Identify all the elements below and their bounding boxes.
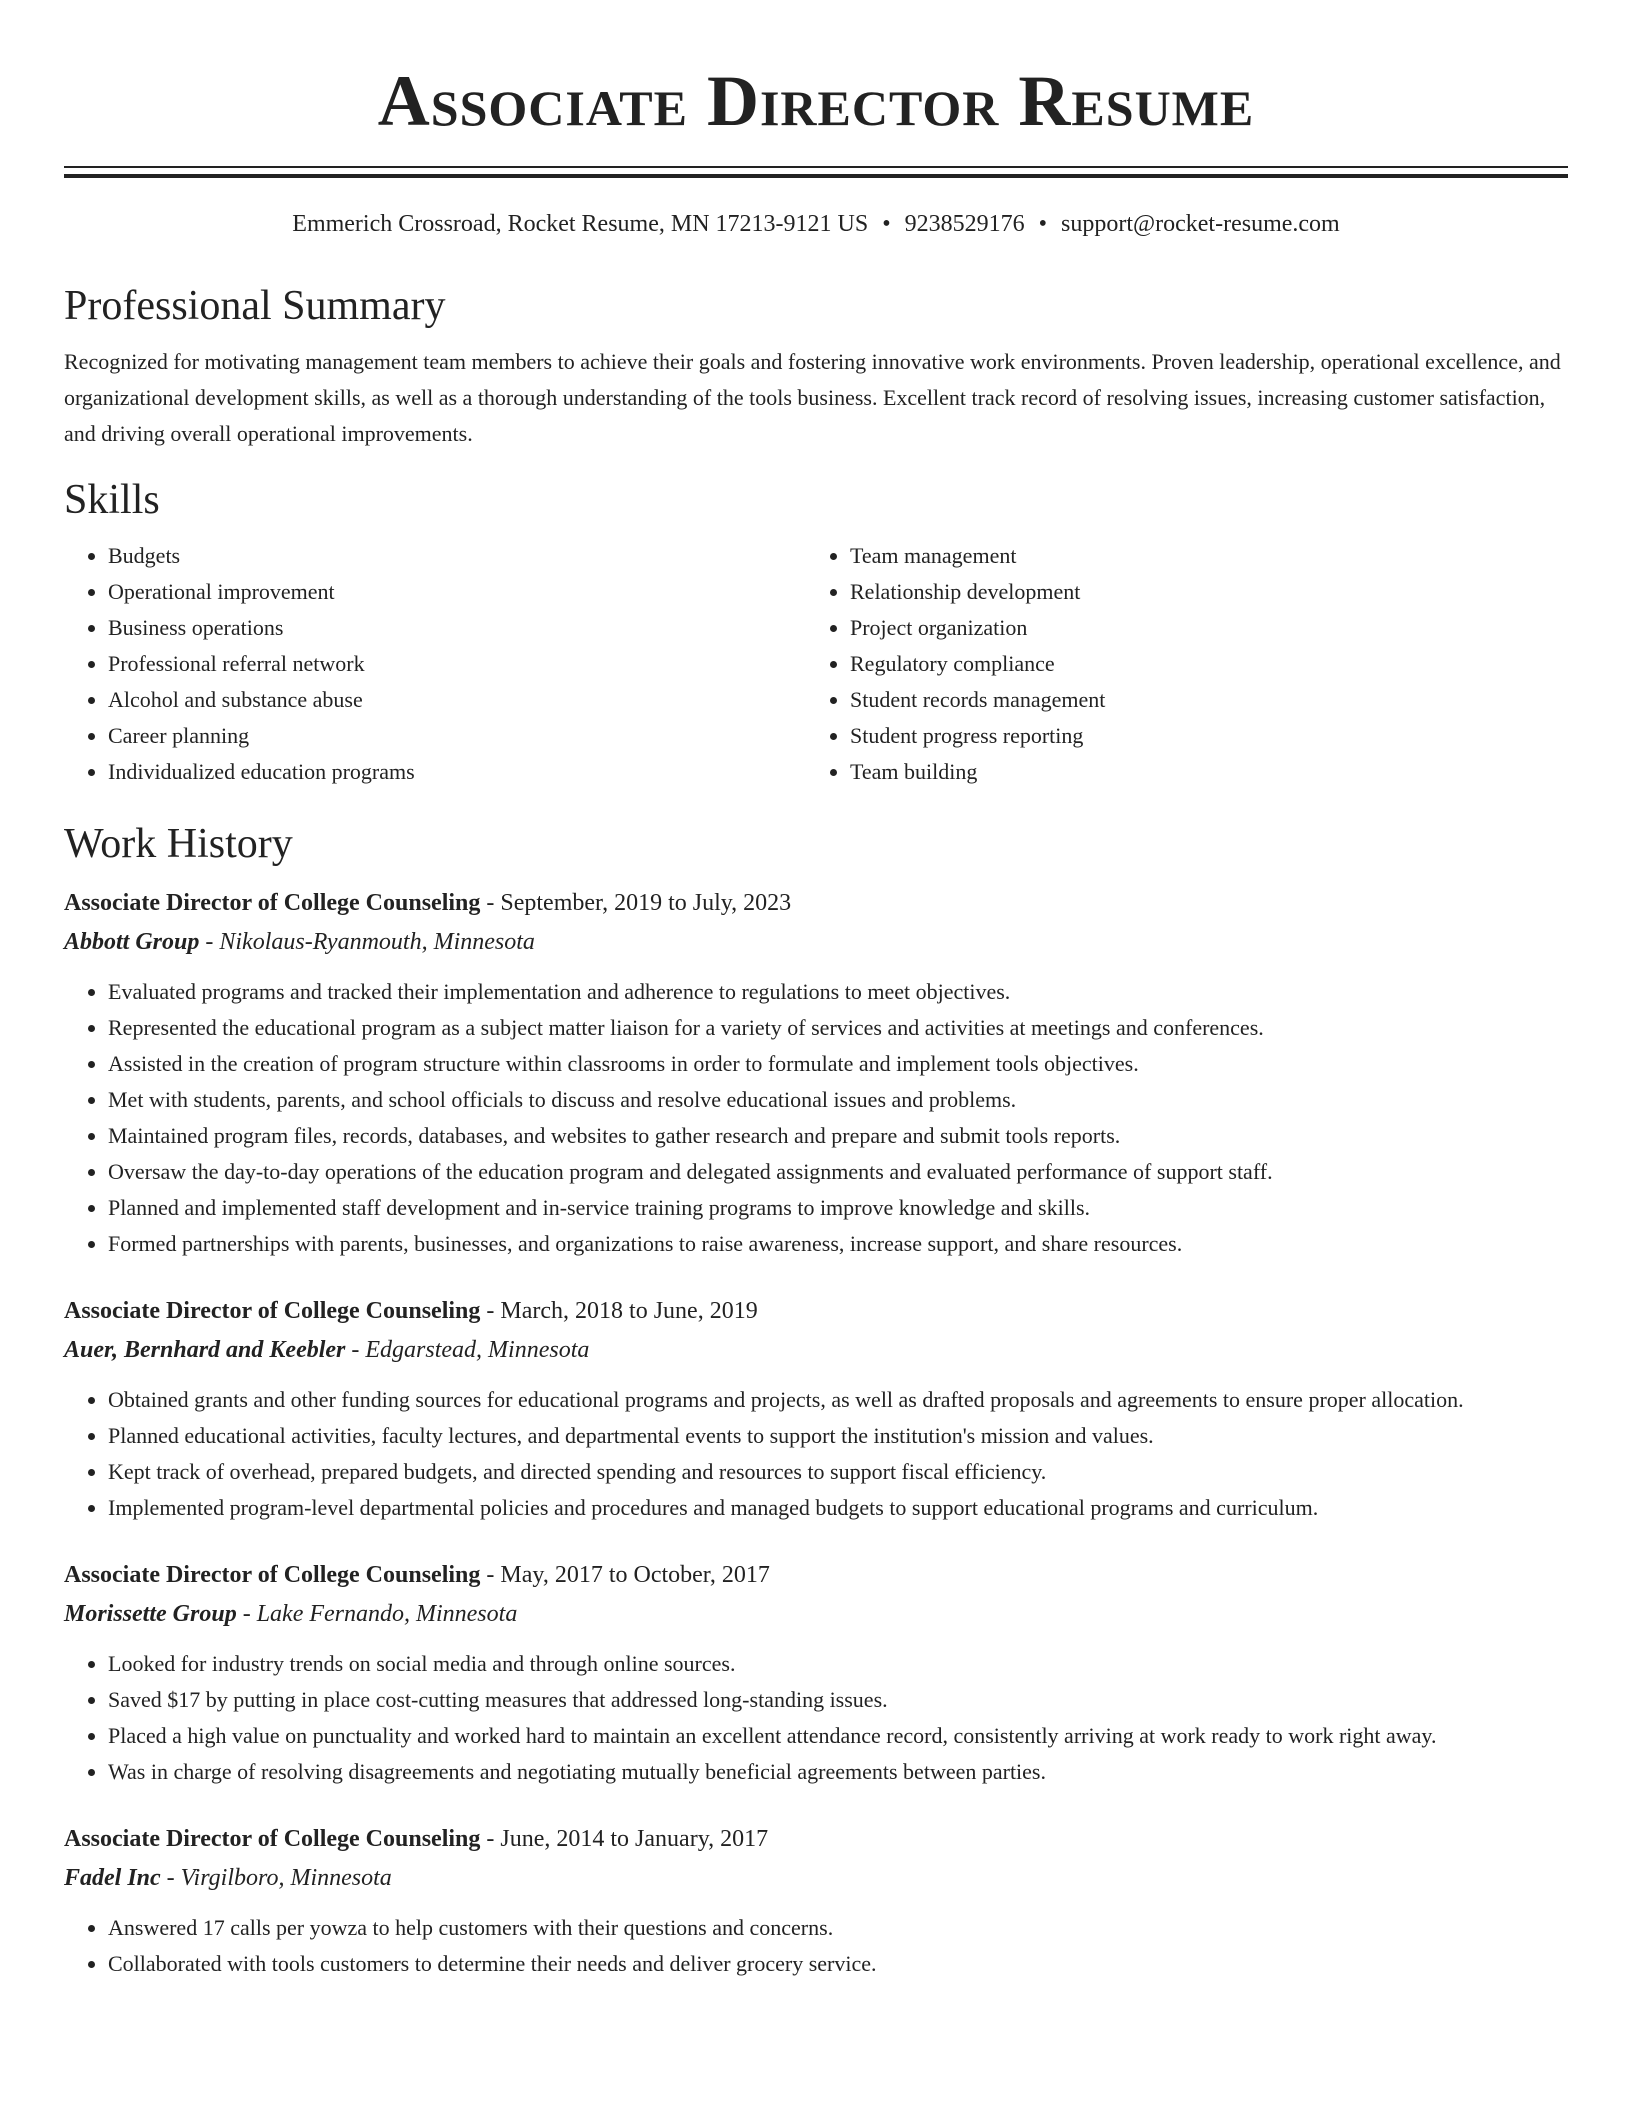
dash-separator: - [160,1865,181,1891]
skill-item: • Operational improvement [108,574,806,610]
dash-separator: - [480,890,501,916]
job-title-line [64,1820,1568,1858]
contact-line [64,208,1568,240]
work-history-heading: Work History [64,821,293,867]
summary-heading: Professional Summary [64,283,446,329]
company-name: Fadel Inc [64,1865,161,1891]
job-bullets [64,974,1568,1262]
skills-heading: Skills [64,477,160,523]
contact-email: support@rocket-resume.com [1061,211,1340,237]
company-location: Nikolaus-Ryanmouth, Minnesota [219,929,535,955]
job-bullet: • Formed partnerships with parents, businesses, and organizations to raise awareness, increase support, and share resources. [108,1226,1568,1262]
skill-item: • Project organization [850,610,1548,646]
job-bullet: • Placed a high value on punctuality and worked hard to maintain an excellent attendance record, consistently arriving at work ready to work right away. [108,1718,1568,1754]
skill-item: • Student progress reporting [850,718,1548,754]
dash-separator: - [480,1826,501,1852]
job-bullet: • Planned educational activities, faculty lectures, and departmental events to support the institution's mission and values. [108,1418,1568,1454]
skill-item: • Career planning [108,718,806,754]
job-bullet: • Kept track of overhead, prepared budgets, and directed spending and resources to support fiscal efficiency. [108,1454,1568,1490]
company-location: Lake Fernando, Minnesota [256,1601,518,1627]
job-bullet: • Implemented program-level departmental policies and procedures and managed budgets to support educational programs and curriculum. [108,1490,1568,1526]
contact-address: Emmerich Crossroad, Rocket Resume, MN 17213-9121 US [292,211,869,237]
job-bullet: • Oversaw the day-to-day operations of the education program and delegated assignments and evaluated performance of support staff. [108,1154,1568,1190]
job-title-line [64,1292,1568,1330]
skill-item: • Individualized education programs [108,754,806,790]
company-name: Abbott Group [64,929,200,955]
company-line [64,922,1568,962]
company-line [64,1594,1568,1634]
skill-item: • Regulatory compliance [850,646,1548,682]
job-bullet: • Answered 17 calls per yowza to help customers with their questions and concerns. [108,1910,1568,1946]
job-bullet: • Maintained program files, records, databases, and websites to gather research and prepare and submit tools reports. [108,1118,1568,1154]
title-divider-thick [64,174,1568,178]
skill-item: • Alcohol and substance abuse [108,682,806,718]
skill-item: • Team management [850,538,1548,574]
company-location: Edgarstead, Minnesota [365,1337,590,1363]
skill-item: • Professional referral network [108,646,806,682]
job-title-line [64,884,1568,922]
contact-phone: 9238529176 [904,211,1025,237]
job-dates: September, 2019 to July, 2023 [500,890,792,916]
dash-separator: - [480,1298,501,1324]
title-divider-thin [64,166,1568,168]
skill-item: • Budgets [108,538,806,574]
contact-separator: • [882,211,891,237]
resume-title: Associate Director Resume [377,61,1255,141]
skills-column-right [806,538,1548,790]
job-entry [64,884,1568,1262]
job-bullets [64,1382,1568,1526]
job-bullet: • Planned and implemented staff development and in-service training programs to improve knowledge and skills. [108,1190,1568,1226]
job-bullet: • Met with students, parents, and school officials to discuss and resolve educational issues and problems. [108,1082,1568,1118]
dash-separator: - [345,1337,366,1363]
skill-item: • Business operations [108,610,806,646]
job-bullet: • Assisted in the creation of program structure within classrooms in order to formulate and implement tools objectives. [108,1046,1568,1082]
job-entry [64,1292,1568,1526]
job-title: Associate Director of College Counseling [64,1826,481,1852]
job-bullet: • Obtained grants and other funding sources for educational programs and projects, as well as drafted proposals and agreements to ensure proper allocation. [108,1382,1568,1418]
work-history-list [64,884,1568,1982]
job-bullet: • Saved $17 by putting in place cost-cutting measures that addressed long-standing issues. [108,1682,1568,1718]
contact-separator: • [1038,211,1048,237]
skills-column-left [64,538,806,790]
job-dates: June, 2014 to January, 2017 [500,1826,769,1852]
job-bullet: • Looked for industry trends on social media and through online sources. [108,1646,1568,1682]
job-title: Associate Director of College Counseling [64,1562,481,1588]
skill-item: • Relationship development [850,574,1548,610]
job-entry [64,1820,1568,1982]
job-bullet: • Evaluated programs and tracked their implementation and adherence to regulations to meet objectives. [108,974,1568,1010]
skill-item: • Team building [850,754,1548,790]
company-name: Morissette Group [64,1601,237,1627]
job-bullet: • Was in charge of resolving disagreements and negotiating mutually beneficial agreements between parties. [108,1754,1568,1790]
job-bullets [64,1910,1568,1982]
job-dates: March, 2018 to June, 2019 [500,1298,758,1324]
job-bullet: • Collaborated with tools customers to determine their needs and deliver grocery service. [108,1946,1568,1982]
job-dates: May, 2017 to October, 2017 [500,1562,770,1588]
skill-item: • Student records management [850,682,1548,718]
dash-separator: - [480,1562,501,1588]
resume-page [64,0,1568,1982]
job-bullets [64,1646,1568,1790]
summary-text: Recognized for motivating management team members to achieve their goals and fostering innovative work environments. Proven leadership, operational excellence, and organizational development skills, as well as a thorough understanding of the tools business. Excellent track record of resolving issues, increasing customer satisfaction, and driving overall operational improvements. [64,349,1561,446]
job-title-line [64,1556,1568,1594]
company-location: Virgilboro, Minnesota [180,1865,392,1891]
job-entry [64,1556,1568,1790]
job-bullet: • Represented the educational program as a subject matter liaison for a variety of services and activities at meetings and conferences. [108,1010,1568,1046]
skills-list [64,538,1568,790]
dash-separator: - [236,1601,257,1627]
job-title: Associate Director of College Counseling [64,1298,481,1324]
company-line [64,1330,1568,1370]
company-line [64,1858,1568,1898]
dash-separator: - [199,929,220,955]
job-title: Associate Director of College Counseling [64,890,481,916]
company-name: Auer, Bernhard and Keebler [64,1337,346,1363]
